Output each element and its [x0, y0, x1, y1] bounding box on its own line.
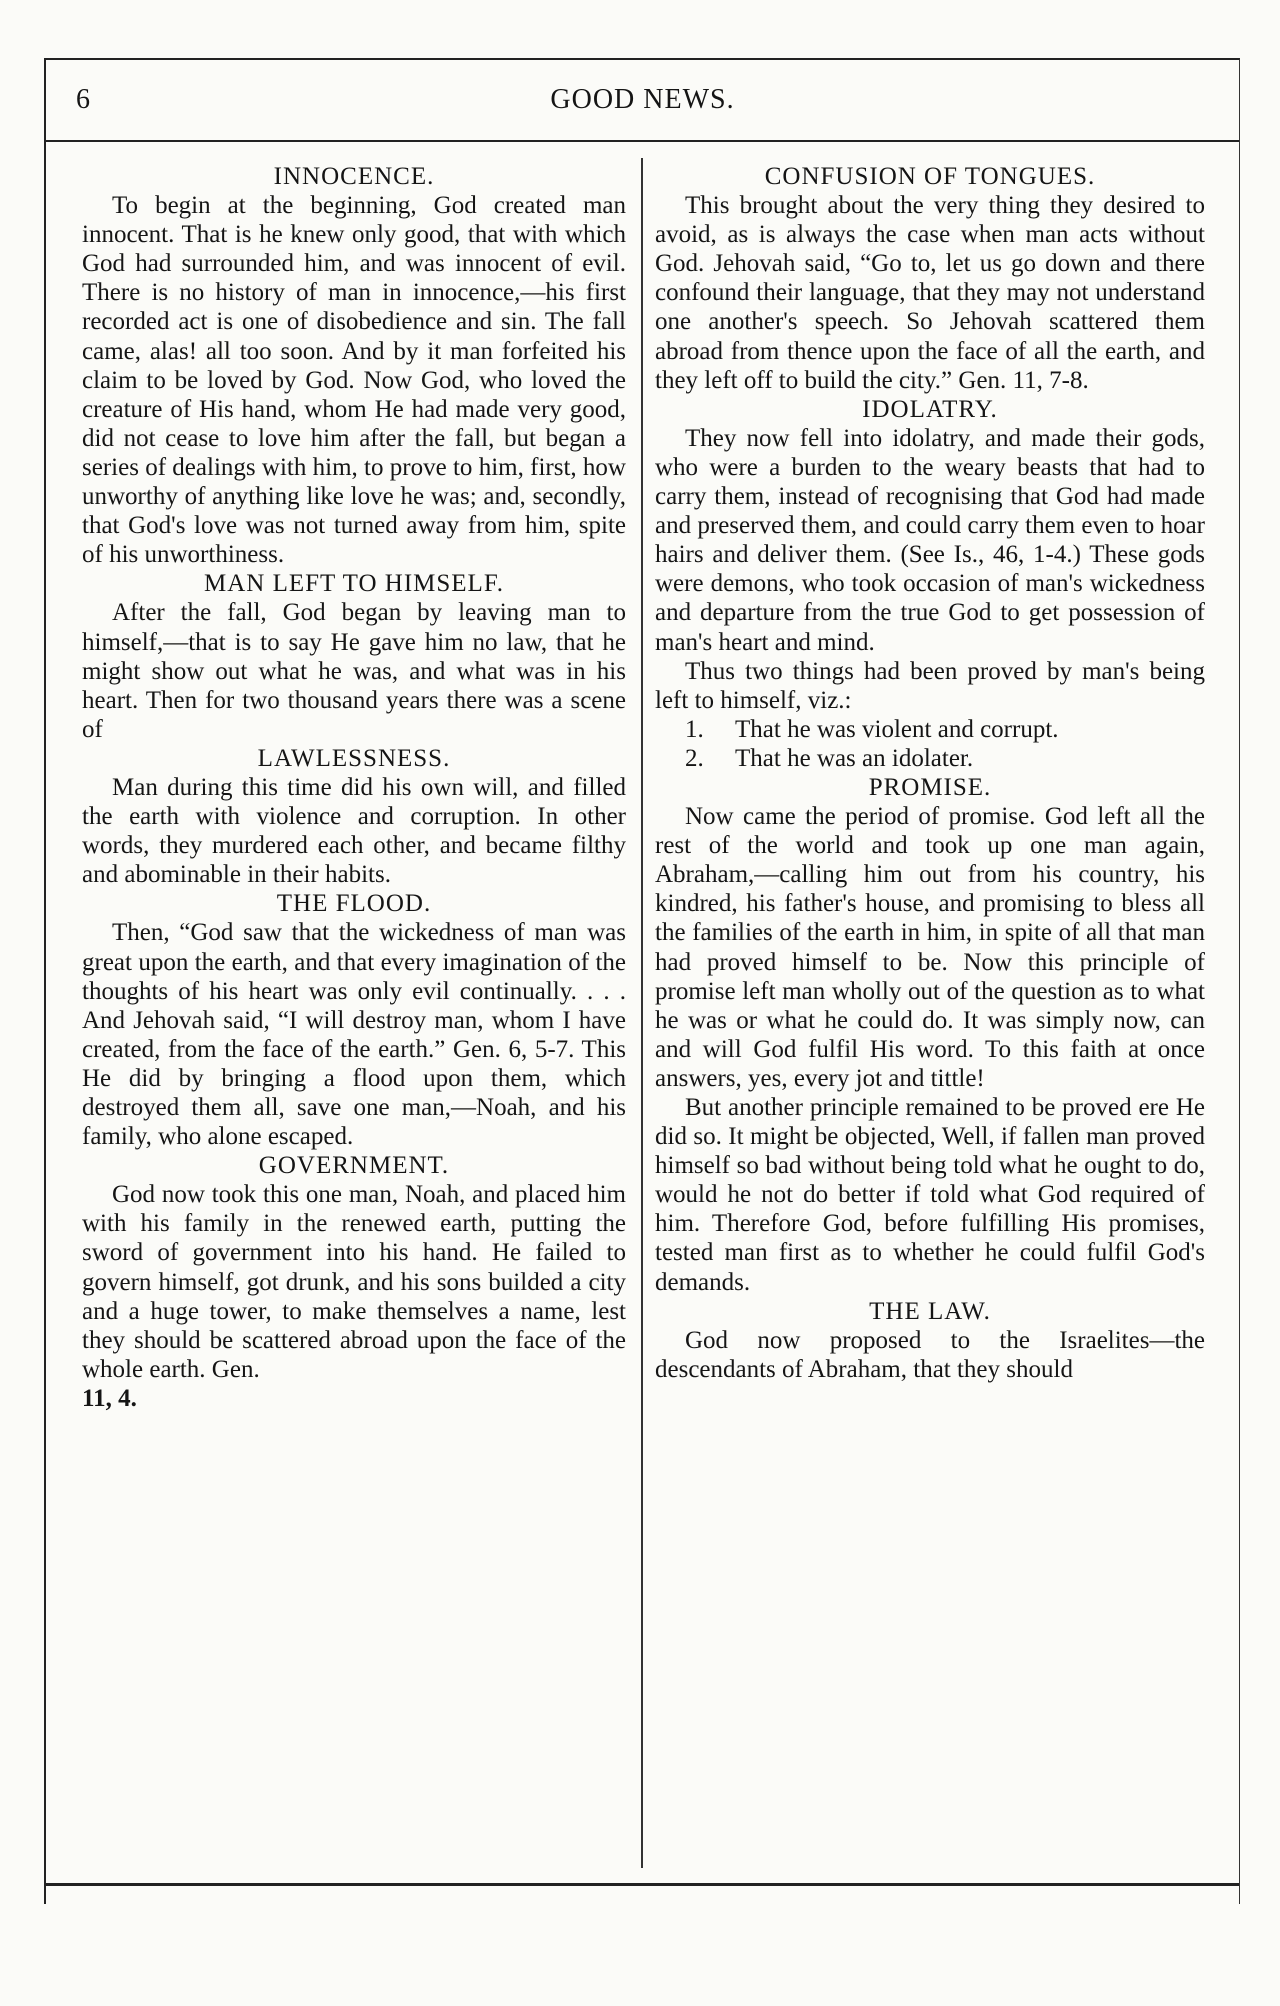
section-heading-man-left: MAN LEFT TO HIMSELF.	[204, 570, 504, 598]
section-heading-innocence: INNOCENCE.	[273, 163, 435, 190]
paragraph-lawlessness: Man during this time did his own will, and filled the earth with violence and corruption. In other words, they murdered each other, and became filthy and abominable in their habits.	[82, 773, 626, 889]
section-heading-lawlessness: LAWLESSNESS.	[257, 744, 451, 772]
list-number: 1.	[685, 715, 704, 743]
numbered-list	[655, 715, 1205, 773]
section-heading-confusion: CONFUSION OF TONGUES.	[764, 163, 1096, 190]
paragraph-confusion: This brought about the very thing they desired to avoid, as is always the case when man acts without God. Jehovah said, “Go to, let us go down and there confound their language, that they may not understand one another's speech. So Jehovah scattered them abroad from thence upon the face of all the earth, and they left off to build the city.” Gen. 11, 7-8.	[655, 192, 1205, 394]
running-head	[46, 60, 1239, 142]
paragraph-man-left: After the fall, God began by leaving man to himself,—that is to say He gave him no law, that he might show out what he was, and what was in his heart. Then for two thousand years there was a scene of	[82, 599, 626, 743]
paragraph-idolatry-summary: Thus two things had been proved by man's being left to himself, viz.:	[655, 657, 1205, 714]
journal-title: GOOD NEWS.	[550, 84, 735, 115]
paragraph-promise-2: But another principle remained to be proved ere He did so. It might be objected, Well, if fallen man proved himself so bad without being told what he ought to do, would he not do better if told what God required of him. Therefore God, before fulfilling His promises, tested man first as to whether he could fulfil God's demands.	[655, 1094, 1205, 1296]
list-number: 2.	[685, 744, 704, 772]
right-column	[655, 162, 1205, 1384]
paragraph-flood: Then, “God saw that the wickedness of man was great upon the earth, and that every imagination of the thoughts of his heart was only evil continually. . . . And Jehovah said, “I will destroy man, whom I have created, from the face of the earth.” Gen. 6, 5-7. This He did by bringing a flood upon them, which destroyed them all, save one man,—Noah, and his family, who alone escaped.	[82, 919, 626, 1151]
list-text: That he was an idolater.	[735, 744, 974, 772]
section-heading-government: GOVERNMENT.	[258, 1152, 450, 1180]
section-heading-flood: THE FLOOD.	[276, 890, 432, 918]
paragraph-idolatry: They now fell into idolatry, and made their gods, who were a burden to the weary beasts that had to carry them, instead of recognising that God had made and preserved them, and could carry them even to hoar hairs and deliver them. (See Is., 46, 1-4.) These gods were demons, who took occasion of man's wickedness and departure from the true God to get possession of man's heart and mind.	[655, 424, 1205, 656]
paragraph-law: God now proposed to the Israelites—the descendants of Abraham, that they should	[655, 1326, 1205, 1383]
section-heading-law: THE LAW.	[869, 1297, 991, 1325]
paragraph-promise: Now came the period of promise. God left all the rest of the world and took up one man again, Abraham,—calling him out from his country, his kindred, his father's house, and promising to bless all the families of the earth in him, in spite of all that man had proved himself to be. Now this principle of promise left man wholly out of the question as to what he was or what he could do. It was simply now, can and will God fulfil His word. To this faith at once answers, yes, every jot and tittle!	[655, 803, 1205, 1092]
page-frame	[44, 58, 1240, 1904]
left-column	[82, 162, 626, 1413]
paragraph-innocence: To begin at the beginning, God created man innocent. That is he knew only good, that with which God had surrounded him, and was innocent of evil. There is no history of man in innocence,—his first recorded act is one of disobedience and sin. The fall came, alas! all too soon. And by it man forfeited his claim to be loved by God. Now God, who loved the creature of His hand, whom He had made very good, did not cease to love him after the fall, but began a series of dealings with him, to prove to him, first, how unworthy of anything like love he was; and, secondly, that God's love was not turned away from him, spite of his unworthiness.	[82, 192, 626, 569]
column-rule	[641, 158, 643, 1868]
bottom-rule	[46, 1883, 1239, 1886]
paragraph-government-tail: 11, 4.	[82, 1384, 137, 1412]
list-item	[685, 744, 1205, 773]
page-number: 6	[76, 84, 90, 115]
list-item	[685, 715, 1205, 744]
paragraph-government: God now took this one man, Noah, and placed him with his family in the renewed earth, putting the sword of government into his hand. He failed to govern himself, got drunk, and his sons builded a city and a huge tower, to make themselves a name, lest they should be scattered abroad upon the face of the whole earth. Gen.	[82, 1181, 626, 1383]
list-text: That he was violent and corrupt.	[735, 715, 1059, 743]
section-heading-promise: PROMISE.	[868, 773, 992, 801]
section-heading-idolatry: IDOLATRY.	[862, 395, 998, 423]
